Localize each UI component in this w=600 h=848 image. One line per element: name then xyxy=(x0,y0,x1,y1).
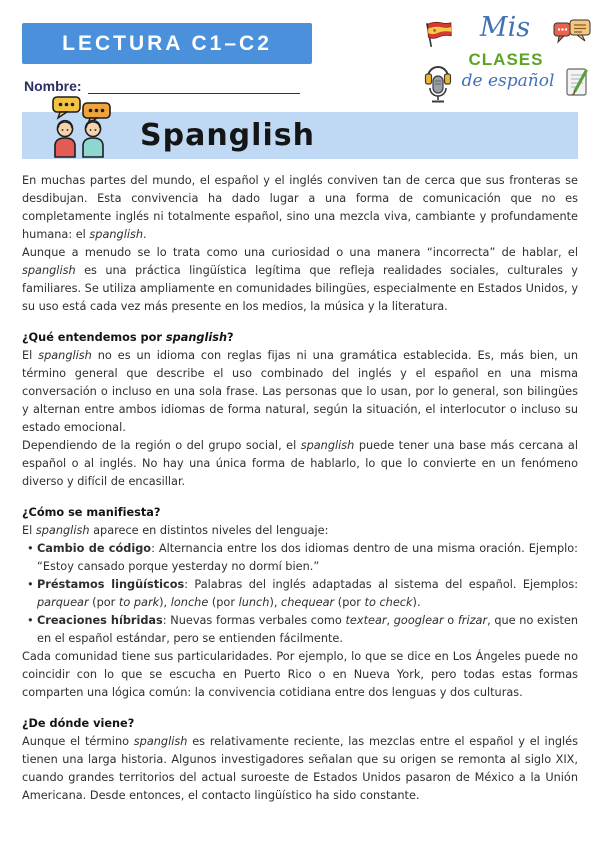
name-field-row xyxy=(24,78,300,94)
two-people-talking-icon xyxy=(50,96,114,158)
section-heading: ¿Qué entendemos por spanglish? xyxy=(22,331,234,344)
paragraph: Cada comunidad tiene sus particularidades. Por ejemplo, lo que se dice en Los Ángeles puede no coincidir con lo que se escucha en Puerto Rico o en Nueva York, pero todas estas formas comparten una lógica común: la convivencia cotidiana entre dos lenguas y dos culturas. xyxy=(22,650,578,699)
paragraph: Dependiendo de la región o del grupo social, el spanglish puede tener una base más cercana al español o al inglés. No hay una única forma de hablarlo, lo que lo convierte en un fenómeno diverso y difícil de encasillar. xyxy=(22,439,578,488)
paragraph: En muchas partes del mundo, el español y el inglés conviven tan de cerca que sus fronteras se desdibujan. Esta convivencia ha dado lugar a una forma de comunicación que no es completamente inglés ni totalmente español, sino una mezcla viva, cambiante y profundamente humana: el spanglish. xyxy=(22,174,578,241)
bullet-text: Préstamos lingüísticos: Palabras del inglés adaptadas al sistema del español. Ejemplos: parquear (por to park), lonche (por lunch), chequear (por to check). xyxy=(37,578,579,609)
article-blocks xyxy=(22,172,578,805)
logo-word-clases: CLASES xyxy=(468,50,544,69)
name-blank-line xyxy=(88,79,300,94)
page-header xyxy=(0,0,600,108)
paragraph: El spanglish aparece en distintos niveles del lenguaje: xyxy=(22,524,329,537)
notepad-pencil-icon xyxy=(564,66,590,98)
chat-bubbles-icon xyxy=(552,18,592,48)
logo-word-de-espanol: de español xyxy=(461,71,555,91)
name-label: Nombre: xyxy=(24,78,82,94)
bullet-item xyxy=(22,612,578,648)
paragraph: Aunque a menudo se lo trata como una curiosidad o una manera “incorrecta” de hablar, el spanglish es una práctica lingüística legítima que refleja realidades sociales, culturales y familiares. Se utiliza ampliamente en comunidades bilingües, especialmente en Estados Unidos, y su uso está cada vez más presente en los medios, la música y la literatura. xyxy=(22,246,578,313)
bullet-text: Cambio de código: Alternancia entre los dos idiomas dentro de una misma oración. Ejemplo: “Estoy cansado porque yesterday no dormí bien.” xyxy=(37,542,578,573)
logo-word-mis: Mis xyxy=(479,12,531,43)
bullet-item xyxy=(22,540,578,576)
bullet-item xyxy=(22,576,578,612)
spain-flag-icon xyxy=(423,19,456,50)
bullet-marker: • xyxy=(27,614,34,627)
school-logo xyxy=(420,8,592,106)
bullet-marker: • xyxy=(27,542,34,555)
section-heading: ¿Cómo se manifiesta? xyxy=(22,506,161,519)
section-heading: ¿De dónde viene? xyxy=(22,717,135,730)
title-banner xyxy=(22,112,578,159)
bullet-marker: • xyxy=(27,578,34,591)
paragraph: El spanglish no es un idioma con reglas fijas ni una gramática establecida. Es, más bien, un término general que describe el uso combinado del inglés y el español en una misma conversación o incluso en una sola frase. Las personas que lo usan, por lo general, son bilingües y alternan entre ambos idiomas de forma natural, según la situación, el interlocutor o incluso su estado emocional. xyxy=(22,349,578,434)
course-level-badge xyxy=(22,23,312,64)
course-level-label: LECTURA C1–C2 xyxy=(62,31,272,55)
document-title: Spanglish xyxy=(140,118,315,153)
headphones-mic-icon xyxy=(424,60,452,104)
paragraph: Aunque el término spanglish es relativamente reciente, las mezclas entre el español y el inglés tienen una larga historia. Algunos investigadores señalan que su origen se remonta al siglo XIX, cuando grandes territorios del actual suroeste de Estados Unidos pasaron de México a la Unión Americana. Desde entonces, el contacto lingüístico ha sido constante. xyxy=(22,735,579,802)
bullet-text: Creaciones híbridas: Nuevas formas verbales como textear, googlear o frizar, que no existen en el español estándar, pero se entienden fácilmente. xyxy=(37,614,579,645)
